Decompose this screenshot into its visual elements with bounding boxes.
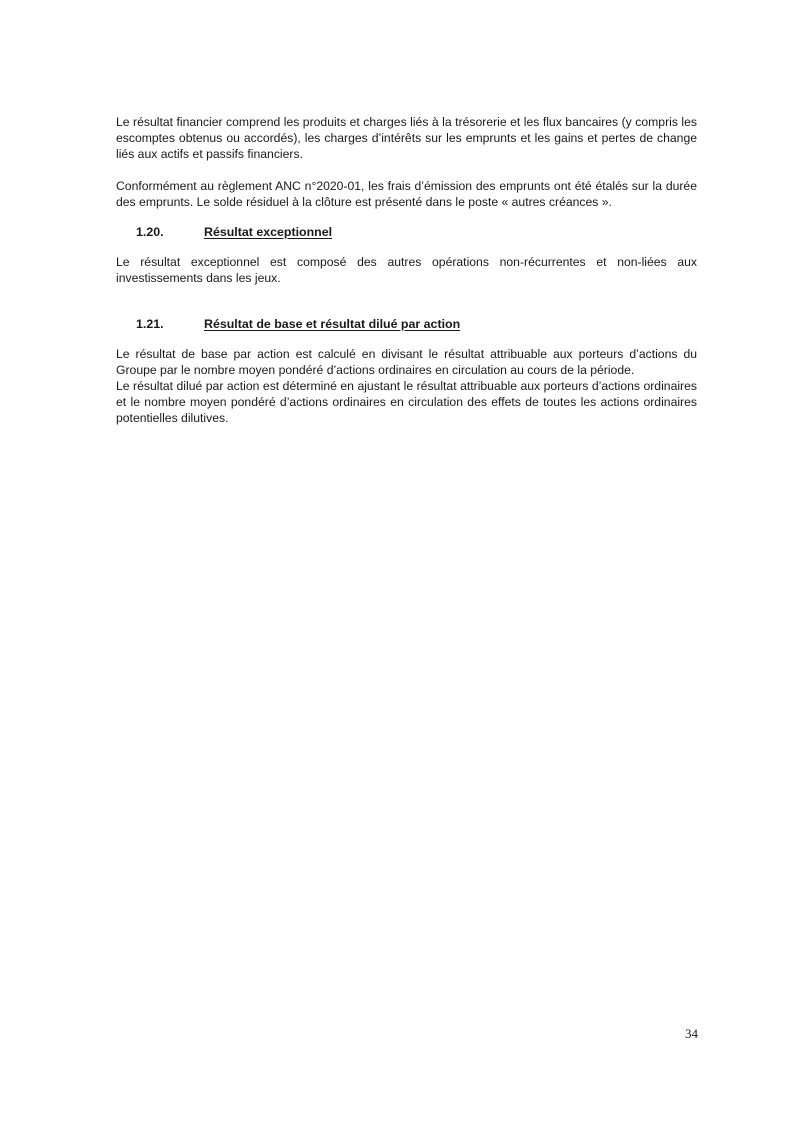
section-heading-1-21: [116, 316, 697, 332]
spacer: [116, 286, 697, 316]
paragraph-financial-result: Le résultat financier comprend les produits et charges liés à la trésorerie et les flux bancaires (y compris les escomptes obtenus ou accordés), les charges d’intérêts sur les emprunts et les gains et pertes de change liés aux actifs et passifs financiers.: [116, 115, 697, 161]
paragraph-basic-eps: Le résultat de base par action est calculé en divisant le résultat attribuable aux porteurs d’actions du Groupe par le nombre moyen pondéré d’actions ordinaires en circulation au cours de la période.: [116, 347, 697, 377]
section-number: 1.20.: [136, 225, 164, 239]
spacer: [116, 162, 697, 178]
paragraph-anc-regulation: Conformément au règlement ANC n°2020-01, les frais d’émission des emprunts ont été étalés sur la durée des emprunts. Le solde résiduel à la clôture est présenté dans le poste « autres créances ».: [116, 179, 697, 209]
page-content: [116, 114, 697, 426]
spacer: [116, 210, 697, 224]
page-number: 34: [685, 1026, 698, 1041]
paragraph-exceptional-result: Le résultat exceptionnel est composé des autres opérations non-récurrentes et non-liées aux investissements dans les jeux.: [116, 255, 697, 285]
section-number: 1.21.: [136, 317, 164, 331]
paragraph-diluted-eps: Le résultat dilué par action est déterminé en ajustant le résultat attribuable aux porteurs d’actions ordinaires et le nombre moyen pondéré d’actions ordinaires en circulation des effets de toutes les actions ordinaires potentielles dilutives.: [116, 379, 697, 425]
section-title: Résultat de base et résultat dilué par action: [204, 317, 461, 331]
section-title: Résultat exceptionnel: [204, 225, 333, 239]
section-heading-1-20: [116, 224, 697, 240]
spacer: [116, 240, 697, 254]
spacer: [116, 332, 697, 346]
